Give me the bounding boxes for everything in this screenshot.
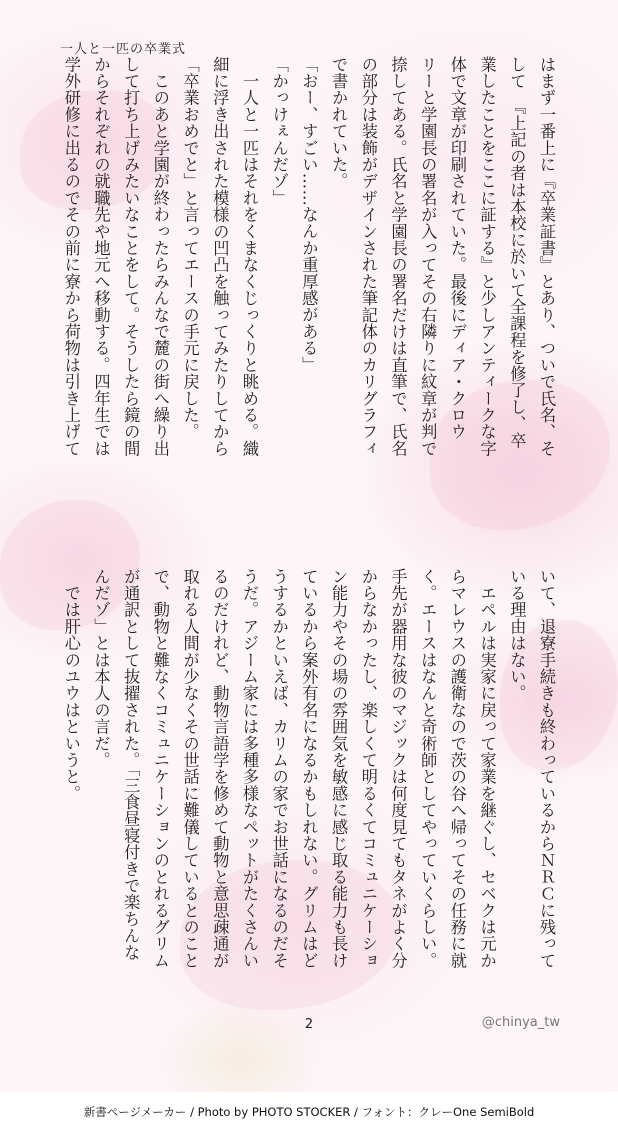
text-column: ているから案外有名になるかもしれない。グリムはど	[299, 568, 319, 969]
text-column: るのだけれど、動物言語学を修めて動物と意思疎通が	[210, 568, 230, 969]
text-column: はまず一番上に『卒業証書』とあり、ついで氏名、そ	[537, 56, 556, 457]
text-column: いる理由はない。	[507, 568, 527, 702]
text-column: して 『上記の者は本校に於いて全課程を修了し、卒	[507, 56, 527, 449]
text-column: 細に浮き出された模様の凹凸を触ってみたりしてから	[210, 56, 230, 457]
text-column: 「かっけぇんだゾ」	[269, 56, 289, 207]
text-column: で書かれていた。	[329, 56, 349, 190]
text-column: して打ち上げみたいなことをして。そうしたら鏡の間	[121, 56, 141, 457]
text-column: ン能力やその場の雰囲気を敏感に感じ取る能力も長け	[329, 568, 349, 969]
text-column: 学外研修に出るのでその前に寮から荷物は引き上げて	[61, 56, 81, 457]
text-column: リーと学園長の署名が入ってその右隣りに紋章が判で	[418, 56, 438, 457]
text-column: エペルは実家に戻って家業を継ぐし、セベクは元か	[477, 568, 497, 969]
text-column: 取れる人間が少なくその世話に難儀しているとのこと	[180, 568, 200, 969]
text-column: んだゾ」とは本人の言だ。	[91, 568, 111, 769]
text-column: 「おー、すごい……なんか重厚感がある」	[299, 56, 319, 374]
text-column: 体で文章が印刷されていた。最後にディア・クロウ	[447, 56, 467, 441]
text-column: の部分は装飾がデザインされた筆記体のカリグラフィ	[358, 56, 378, 457]
text-column: 手先が器用な彼のマジックは何度見てもタネがよく分	[388, 568, 408, 969]
text-column: 捺してある。氏名と学園長の署名だけは直筆で、氏名	[388, 56, 408, 457]
text-column: 一人と一匹はそれをくまなくじっくりと眺める。織	[240, 56, 259, 457]
text-column: このあと学園が終わったらみんなで麓の街へ繰り出	[150, 56, 170, 457]
author-credit: @chinya_tw	[481, 1015, 560, 1030]
text-column: 「卒業おめでと」と言ってエースの手元に戻した。	[180, 56, 200, 441]
page-number: 2	[304, 1017, 314, 1032]
text-column: で、動物と難なくコミュニケーションのとれるグリム	[150, 568, 170, 969]
text-column: が通訳として抜擢された。「三食昼寝付きで楽ちんな	[121, 568, 141, 961]
text-column: からなかったし、楽しくて明るくてコミュニケーショ	[358, 568, 378, 969]
text-column: いて、退寮手続きも終わっているからＮＲＣに残って	[537, 568, 556, 969]
text-column: 業したことをここに証する』と少しアンティークな字	[477, 56, 497, 457]
text-column: では肝心のユウはというと。	[61, 568, 81, 802]
text-column: らマレウスの護衛なので茨の谷へ帰ってその任務に就	[447, 568, 467, 969]
text-column: うだ。アジーム家には多種多様なペットがたくさんい	[240, 568, 259, 969]
text-column: く。エースはなんと奇術師としてやっていくらしい。	[418, 568, 438, 969]
page-header-title: 一人と一匹の卒業式	[60, 42, 187, 57]
footer-credits: 新書ページメーカー / Photo by PHOTO STOCKER / フォント：クレーOne SemiBold	[0, 1092, 618, 1132]
text-column: うするかといえば、カリムの家でお世話になるのだそ	[269, 568, 289, 969]
text-column: からそれぞれの就職先や地元へ移動する。四年生では	[91, 56, 111, 457]
